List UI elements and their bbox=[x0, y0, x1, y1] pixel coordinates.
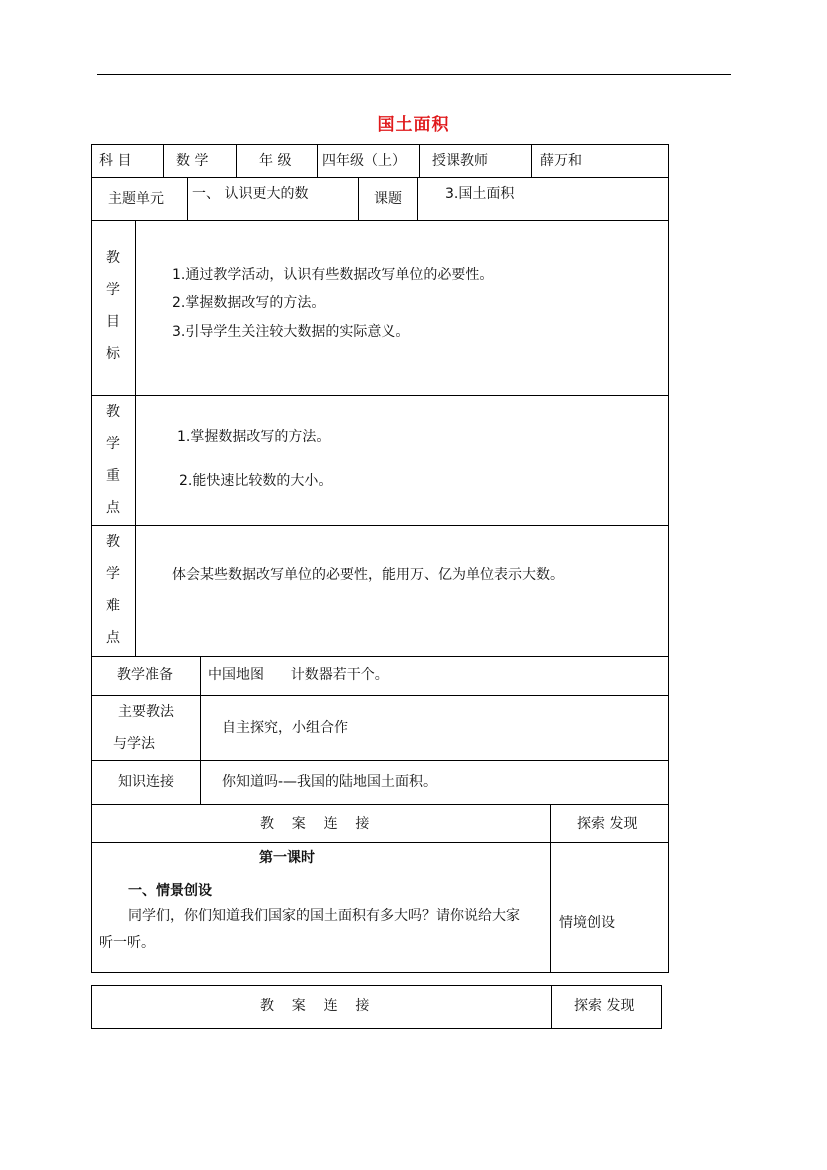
difficulty-text: 体会某些数据改写单位的必要性，能用万、亿为单位表示大数。 bbox=[172, 567, 564, 583]
topic-value: 3.国土面积 bbox=[445, 186, 515, 202]
knowledge-value: 你知道吗-—我国的陆地国土面积。 bbox=[222, 774, 438, 790]
grade-value: 四年级（上） bbox=[322, 153, 406, 169]
lesson-text-line1: 同学们，你们知道我们国家的国土面积有多大吗？请你说给大家 bbox=[128, 908, 520, 924]
lesson-side-note: 情境创设 bbox=[559, 915, 615, 931]
page-title: 国土面积 bbox=[377, 115, 450, 135]
unit-value: 一、 认识更大的数 bbox=[192, 186, 309, 202]
methods-value: 自主探究，小组合作 bbox=[222, 720, 348, 736]
methods-label-line1: 主要教法 bbox=[118, 704, 174, 720]
lesson-text-line2: 听一听。 bbox=[99, 935, 155, 951]
preparation-label: 教学准备 bbox=[117, 667, 173, 683]
objective-item: 1.通过教学活动，认识有些数据改写单位的必要性。 bbox=[172, 267, 494, 283]
topic-label: 课题 bbox=[374, 191, 402, 207]
grade-label: 年 级 bbox=[259, 153, 292, 169]
preparation-value: 中国地图 计数器若干个。 bbox=[208, 667, 389, 683]
unit-label: 主题单元 bbox=[108, 191, 164, 207]
methods-label-line2: 与学法 bbox=[113, 736, 155, 752]
difficulties-label: 教 学 难 点 bbox=[106, 534, 120, 646]
teacher-label: 授课教师 bbox=[432, 153, 488, 169]
subject-value: 数 学 bbox=[176, 153, 209, 169]
key-point-item: 1.掌握数据改写的方法。 bbox=[177, 429, 331, 445]
lesson-section: 一、情景创设 bbox=[128, 883, 212, 899]
plan-header2-left: 教 案 连 接 bbox=[260, 998, 370, 1014]
objectives-label: 教 学 目 标 bbox=[106, 250, 120, 362]
teacher-value: 薛万和 bbox=[540, 153, 582, 169]
key-point-item: 2.能快速比较数的大小。 bbox=[179, 473, 333, 489]
subject-label: 科 目 bbox=[99, 153, 132, 169]
plan-header-left: 教 案 连 接 bbox=[260, 816, 370, 832]
header-rule bbox=[97, 74, 731, 75]
objective-item: 2.掌握数据改写的方法。 bbox=[172, 295, 326, 311]
lesson-period: 第一课时 bbox=[259, 850, 315, 866]
key-points-label: 教 学 重 点 bbox=[106, 404, 120, 516]
knowledge-label: 知识连接 bbox=[118, 774, 174, 790]
plan-header2-right: 探索 发现 bbox=[574, 998, 635, 1014]
plan-header-right: 探索 发现 bbox=[577, 816, 638, 832]
objective-item: 3.引导学生关注较大数据的实际意义。 bbox=[172, 324, 410, 340]
